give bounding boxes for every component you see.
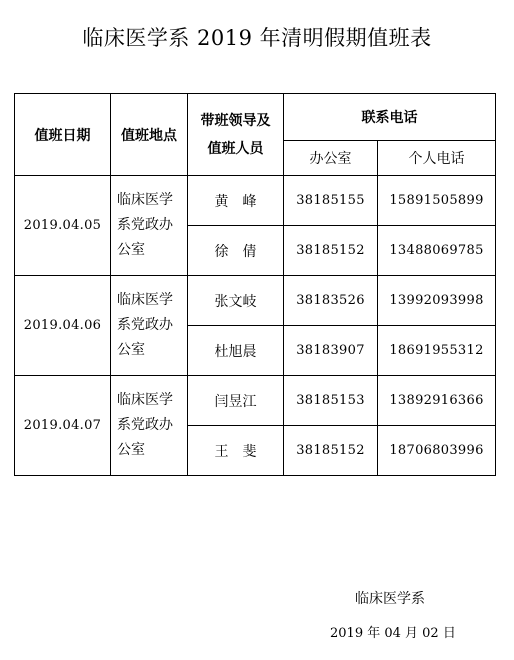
footer-date: 2019 年 04 月 02 日: [330, 626, 456, 641]
table-row: [15, 376, 496, 426]
header-duty-location: 值班地点: [111, 94, 188, 176]
mobile-phone-cell: 13992093998: [378, 276, 496, 326]
duty-date-cell: 2019.04.07: [15, 376, 111, 476]
duty-location-cell: [111, 176, 188, 276]
office-phone-cell: 38185152: [284, 226, 378, 276]
header-duty-date: 值班日期: [15, 94, 111, 176]
location-line: 系党政办: [117, 317, 173, 333]
header-office-phone: 办公室: [284, 141, 378, 176]
duty-location-cell: [111, 276, 188, 376]
header-leader-line2: 值班人员: [207, 140, 264, 157]
staff-name-cell: 黄 峰: [188, 176, 284, 226]
location-line: 临床医学: [117, 292, 173, 308]
location-line: 公室: [117, 342, 145, 358]
office-phone-cell: 38183526: [284, 276, 378, 326]
mobile-phone-cell: 15891505899: [378, 176, 496, 226]
table-row: [15, 276, 496, 326]
duty-table: [14, 93, 496, 476]
page-title: 临床医学系 2019 年清明假期值班表: [82, 26, 432, 50]
staff-name-cell: 杜旭晨: [188, 326, 284, 376]
location-line: 系党政办: [117, 417, 173, 433]
staff-name-cell: 闫昱江: [188, 376, 284, 426]
footer-department: 临床医学系: [355, 591, 425, 607]
mobile-phone-cell: 18691955312: [378, 326, 496, 376]
staff-name-cell: 王 斐: [188, 426, 284, 476]
duty-location-cell: [111, 376, 188, 476]
duty-date-cell: 2019.04.06: [15, 276, 111, 376]
duty-date-cell: 2019.04.05: [15, 176, 111, 276]
header-personal-phone: 个人电话: [378, 141, 496, 176]
table-row: [15, 176, 496, 226]
location-line: 临床医学: [117, 192, 173, 208]
location-line: 系党政办: [117, 217, 173, 233]
mobile-phone-cell: 13892916366: [378, 376, 496, 426]
office-phone-cell: 38185152: [284, 426, 378, 476]
location-line: 临床医学: [117, 392, 173, 408]
mobile-phone-cell: 13488069785: [378, 226, 496, 276]
location-line: 公室: [117, 442, 145, 458]
office-phone-cell: 38185153: [284, 376, 378, 426]
header-leader-line1: 带班领导及: [200, 112, 271, 129]
office-phone-cell: 38183907: [284, 326, 378, 376]
office-phone-cell: 38185155: [284, 176, 378, 226]
staff-name-cell: 张文岐: [188, 276, 284, 326]
header-contact: 联系电话: [284, 94, 496, 141]
staff-name-cell: 徐 倩: [188, 226, 284, 276]
header-leader-staff: [188, 94, 284, 176]
location-line: 公室: [117, 242, 145, 258]
mobile-phone-cell: 18706803996: [378, 426, 496, 476]
